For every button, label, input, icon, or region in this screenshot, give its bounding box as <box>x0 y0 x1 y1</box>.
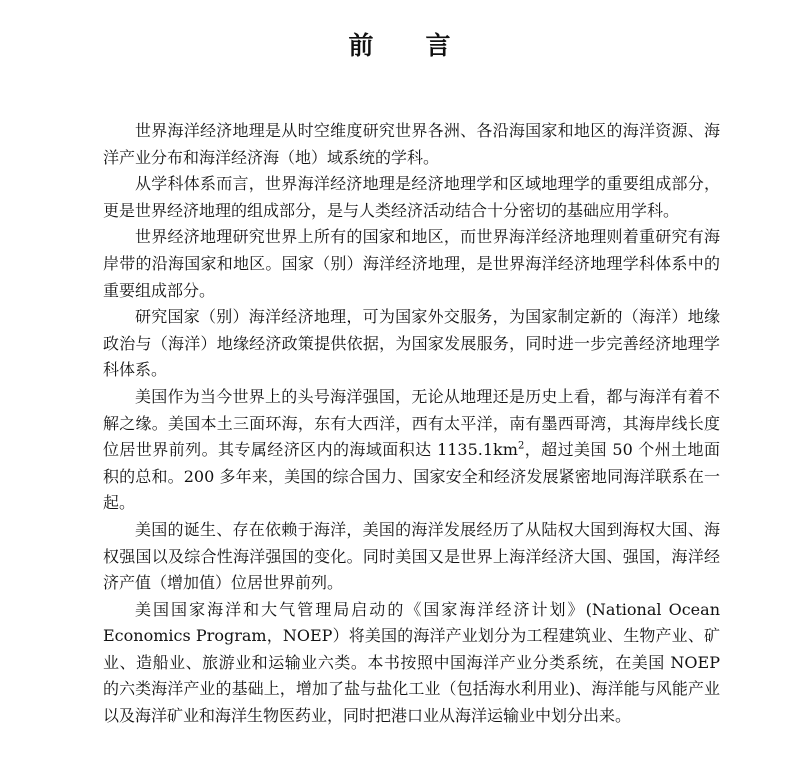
paragraph-6: 美国的诞生、存在依赖于海洋，美国的海洋发展经历了从陆权大国到海权大国、海权强国以及综合性海洋强国的变化。同时美国又是世界上海洋经济大国、强国，海洋经济产值（增加值）位居世界前列。 <box>103 519 720 593</box>
paragraph-5-text-a: 美国作为当今世界上的头号海洋强国，无论从地理还是历史上看，都与海洋有着不解之缘。美国本土三面环海，东有大西洋，西有太平洋，南有墨西哥湾，其海岸线长度位居世界前列。其专属经济区内的海域面积达 1135.1km <box>103 386 720 460</box>
title-char-2: 言 <box>425 31 451 60</box>
title-char-1: 前 <box>348 31 374 60</box>
page-title <box>0 26 799 62</box>
paragraph-7: 美国国家海洋和大气管理局启动的《国家海洋经济计划》(National Ocean Economics Program，NOEP）将美国的海洋产业划分为工程建筑业、生物产业、矿业、造船业、旅游业和运输业六类。本书按照中国海洋产业分类系统，在美国 NOEP 的六类海洋产业的基础上，增加了盐与盐化工业（包括海水利用业)、海洋能与风能产业以及海洋矿业和海洋生物医药业，同时把港口业从海洋运输业中划分出来。 <box>103 599 720 726</box>
paragraph-4: 研究国家（别）海洋经济地理，可为国家外交服务，为国家制定新的（海洋）地缘政治与（海洋）地缘经济政策提供依据，为国家发展服务，同时进一步完善经济地理学科体系。 <box>103 307 720 380</box>
area-unit-superscript: 2 <box>517 440 525 452</box>
preface-body <box>103 118 720 730</box>
paragraph-5 <box>103 384 720 517</box>
paragraph-1: 世界海洋经济地理是从时空维度研究世界各洲、各沿海国家和地区的海洋资源、海洋产业分布和海洋经济海（地）域系统的学科。 <box>103 121 720 167</box>
paragraph-2: 从学科体系而言，世界海洋经济地理是经济地理学和区域地理学的重要组成部分，更是世界经济地理的组成部分，是与人类经济活动结合十分密切的基础应用学科。 <box>103 174 720 220</box>
paragraph-5-text-b: ，超过美国 50 个州土地面积的总和。200 多年来，美国的综合国力、国家安全和经济发展紧密地同海洋联系在一起。 <box>103 440 720 513</box>
paragraph-3: 世界经济地理研究世界上所有的国家和地区，而世界海洋经济地理则着重研究有海岸带的沿海国家和地区。国家（别）海洋经济地理，是世界海洋经济地理学科体系中的重要组成部分。 <box>103 227 720 300</box>
